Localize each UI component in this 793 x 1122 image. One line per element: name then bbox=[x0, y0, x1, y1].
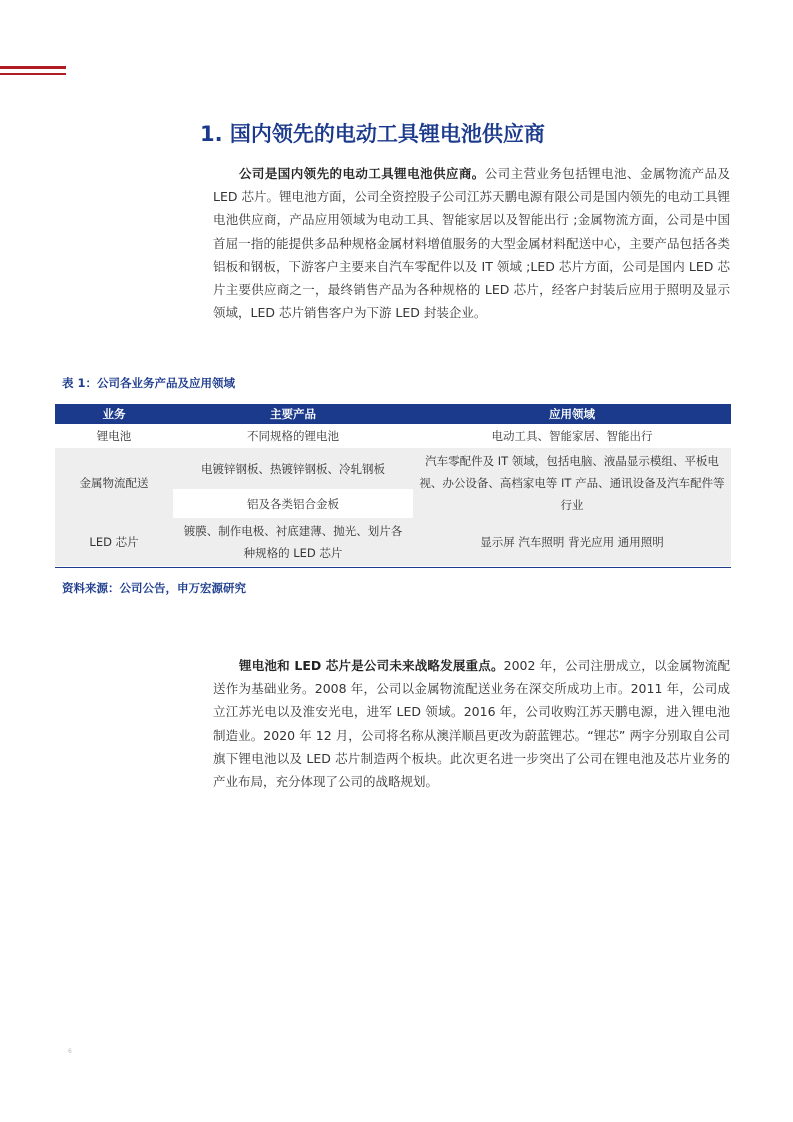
cell-business: 锂电池 bbox=[55, 424, 173, 448]
col-header-product: 主要产品 bbox=[173, 404, 413, 424]
header-accent-bar-thin bbox=[0, 73, 66, 75]
page-number: 6 bbox=[68, 1048, 72, 1055]
section-heading: 1. 国内领先的电动工具锂电池供应商 bbox=[200, 122, 545, 146]
cell-application: 电动工具、智能家居、智能出行 bbox=[413, 424, 731, 448]
strategy-lead: 锂电池和 LED 芯片是公司未来战略发展重点。 bbox=[239, 658, 504, 673]
business-table bbox=[55, 404, 731, 566]
cell-application: 汽车零配件及 IT 领域，包括电脑、液晶显示模组、平板电视、办公设备、高档家电等 IT 产品、通讯设备及汽车配件等行业 bbox=[413, 448, 731, 518]
table-header-row bbox=[55, 404, 731, 424]
source-note: 资料来源：公司公告，申万宏源研究 bbox=[62, 581, 246, 595]
header-accent-bar bbox=[0, 66, 66, 69]
cell-business: LED 芯片 bbox=[55, 518, 173, 566]
table-row bbox=[55, 518, 731, 566]
table-row bbox=[55, 448, 731, 489]
intro-lead: 公司是国内领先的电动工具锂电池供应商。 bbox=[239, 166, 485, 181]
cell-product: 镀膜、制作电极、衬底建薄、抛光、划片各种规格的 LED 芯片 bbox=[173, 518, 413, 566]
table-bottom-rule bbox=[55, 567, 731, 568]
strategy-paragraph bbox=[213, 654, 730, 793]
cell-product: 不同规格的锂电池 bbox=[173, 424, 413, 448]
intro-body: 公司主营业务包括锂电池、金属物流产品及 LED 芯片。锂电池方面，公司全资控股子公司江苏天鹏电源有限公司是国内领先的电动工具锂电池供应商，产品应用领域为电动工具、智能家居以及智能出行 ;金属物流方面，公司是中国首屈一指的能提供多品种规格金属材料增值服务的大型金属材料配送中心，主要产品包括各类铝板和钢板，下游客户主要来自汽车零配件以及 IT 领域 ;LED 芯片方面，公司是国内 LED 芯片主要供应商之一，最终销售产品为各种规格的 LED 芯片，经客户封装后应用于照明及显示领域，LED 芯片销售客户为下游 LED 封装企业。 bbox=[213, 166, 730, 321]
strategy-body: 2002 年，公司注册成立，以金属物流配送作为基础业务。2008 年，公司以金属物流配送业务在深交所成功上市。2011 年，公司成立江苏光电以及淮安光电，进军 LED 领域。2016 年，公司收购江苏天鹏电源，进入锂电池制造业。2020 年 12 月，公司将名称从澳洋顺昌更改为蔚蓝锂芯。“锂芯” 两字分别取自公司旗下锂电池以及 LED 芯片制造两个板块。此次更名进一步突出了公司在锂电池及芯片业务的产业布局，充分体现了公司的战略规划。 bbox=[213, 658, 730, 790]
table-caption: 表 1：公司各业务产品及应用领域 bbox=[62, 376, 236, 390]
table-row bbox=[55, 424, 731, 448]
cell-application: 显示屏 汽车照明 背光应用 通用照明 bbox=[413, 518, 731, 566]
col-header-application: 应用领域 bbox=[413, 404, 731, 424]
cell-product: 铝及各类铝合金板 bbox=[173, 489, 413, 518]
cell-business: 金属物流配送 bbox=[55, 448, 173, 518]
intro-paragraph bbox=[213, 162, 730, 324]
col-header-business: 业务 bbox=[55, 404, 173, 424]
cell-product: 电镀锌钢板、热镀锌钢板、冷轧钢板 bbox=[173, 448, 413, 489]
